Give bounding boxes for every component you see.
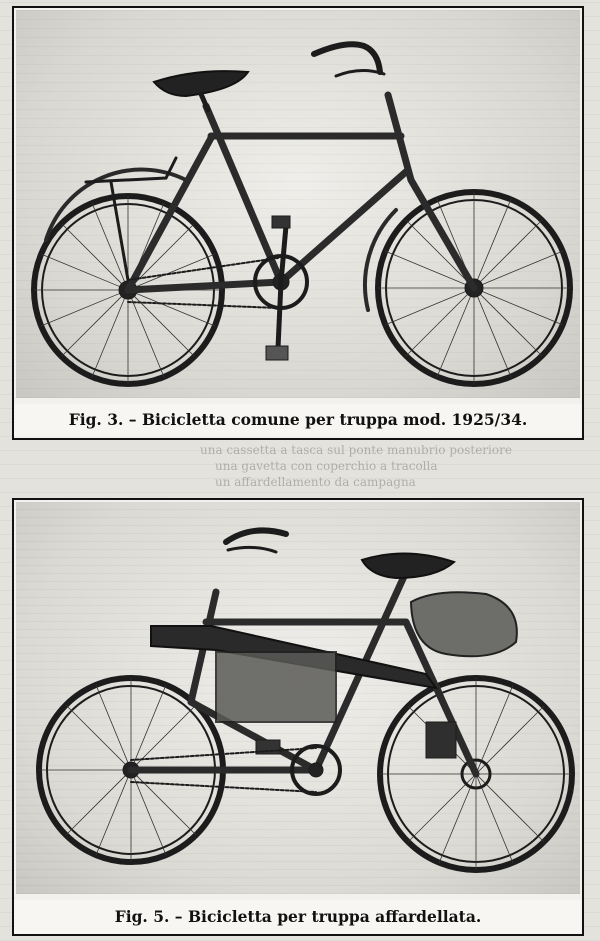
bicycle-loaded-drawing	[16, 502, 580, 894]
figure-3-caption: Fig. 3. – Bicicletta comune per truppa mod. 1925/34.	[14, 404, 582, 436]
ghost-line-1: una cassetta a tasca sul ponte manubrio posteriore	[200, 443, 512, 457]
bicycle-standard-drawing	[16, 10, 580, 398]
ghost-line-3: un affardellamento da campagna	[215, 475, 416, 489]
photo-bicycle-standard	[16, 10, 580, 398]
figure-3	[12, 6, 584, 440]
ghost-line-2: una gavetta con coperchio a tracolla	[215, 459, 438, 473]
figure-5-caption: Fig. 5. – Bicicletta per truppa affardellata.	[14, 900, 582, 934]
figure-5	[12, 498, 584, 936]
photo-bicycle-loaded	[16, 502, 580, 894]
